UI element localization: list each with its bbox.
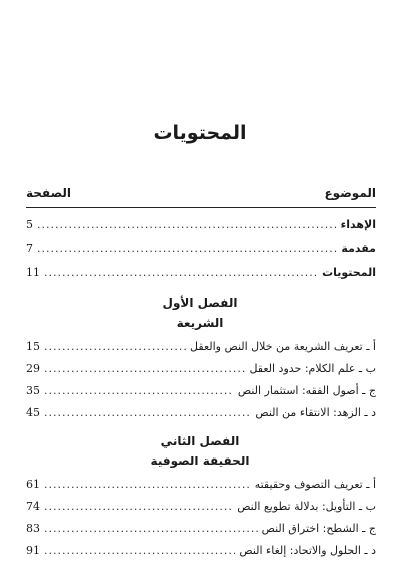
toc-entry-page: 7	[26, 242, 33, 255]
toc-entry-title: ج ـ الشطح: اختراق النص	[261, 522, 376, 535]
toc-entry[interactable]	[26, 406, 376, 424]
toc-entry[interactable]	[26, 362, 376, 380]
toc-entry[interactable]	[26, 522, 376, 540]
toc-entry[interactable]	[26, 384, 376, 402]
header-divider	[26, 207, 376, 208]
toc-entry-title: ب ـ علم الكلام: حدود العقل	[249, 362, 376, 375]
chapter-1-heading: الفصل الأول	[162, 296, 238, 310]
dot-leader	[44, 384, 234, 397]
toc-entry-title: أ ـ تعريف التصوف وحقيقته	[254, 478, 376, 491]
toc-entry[interactable]	[26, 340, 376, 358]
toc-entry-title: المحتويات	[322, 266, 376, 279]
dot-leader	[44, 340, 186, 353]
toc-entry-title: ب ـ التأويل: بدلالة تطويع النص	[237, 500, 376, 513]
toc-entry-title: د ـ الحلول والاتحاد: إلغاء النص	[239, 544, 376, 557]
toc-entry-page: 45	[26, 406, 40, 419]
dot-leader	[44, 266, 318, 279]
toc-entry-page: 35	[26, 384, 40, 397]
toc-entry[interactable]	[26, 544, 376, 562]
toc-entry[interactable]	[26, 478, 376, 496]
chapter-2-heading: الفصل الثاني	[160, 434, 240, 448]
toc-entry-contents[interactable]	[26, 266, 376, 284]
chapter-1-subheading: الشريعة	[176, 316, 224, 330]
page-column-header: الصفحة	[26, 186, 72, 200]
subject-column-header: الموضوع	[324, 186, 376, 200]
toc-entry-page: 74	[26, 500, 40, 513]
toc-entry-page: 11	[26, 266, 40, 279]
toc-entry-page: 15	[26, 340, 40, 353]
toc-entry-page: 5	[26, 218, 33, 231]
toc-entry-introduction[interactable]	[26, 242, 376, 260]
chapter-2-subheading: الحقيقة الصوفية	[150, 454, 250, 468]
toc-entry-page: 91	[26, 544, 40, 557]
toc-entry-title: د ـ الزهد: الانتقاء من النص	[255, 406, 376, 419]
toc-entry-page: 29	[26, 362, 40, 375]
dot-leader	[37, 242, 337, 255]
toc-entry-title: مقدمة	[341, 242, 376, 255]
dot-leader	[44, 500, 233, 513]
toc-entry-title: أ ـ تعريف الشريعة من خلال النص والعقل	[190, 340, 376, 353]
dot-leader	[44, 522, 258, 535]
toc-entry-title: ج ـ أصول الفقه: استثمار النص	[237, 384, 376, 397]
toc-entry-title: الإهداء	[340, 218, 376, 231]
dot-leader	[37, 218, 337, 231]
dot-leader	[44, 406, 251, 419]
dot-leader	[44, 478, 251, 491]
dot-leader	[44, 544, 235, 557]
toc-entry-page: 83	[26, 522, 40, 535]
toc-entry-dedication[interactable]	[26, 218, 376, 236]
toc-entry-page: 61	[26, 478, 40, 491]
page-title: المحتويات	[153, 122, 247, 144]
column-headers	[26, 186, 376, 206]
toc-entry[interactable]	[26, 500, 376, 518]
dot-leader	[44, 362, 245, 375]
